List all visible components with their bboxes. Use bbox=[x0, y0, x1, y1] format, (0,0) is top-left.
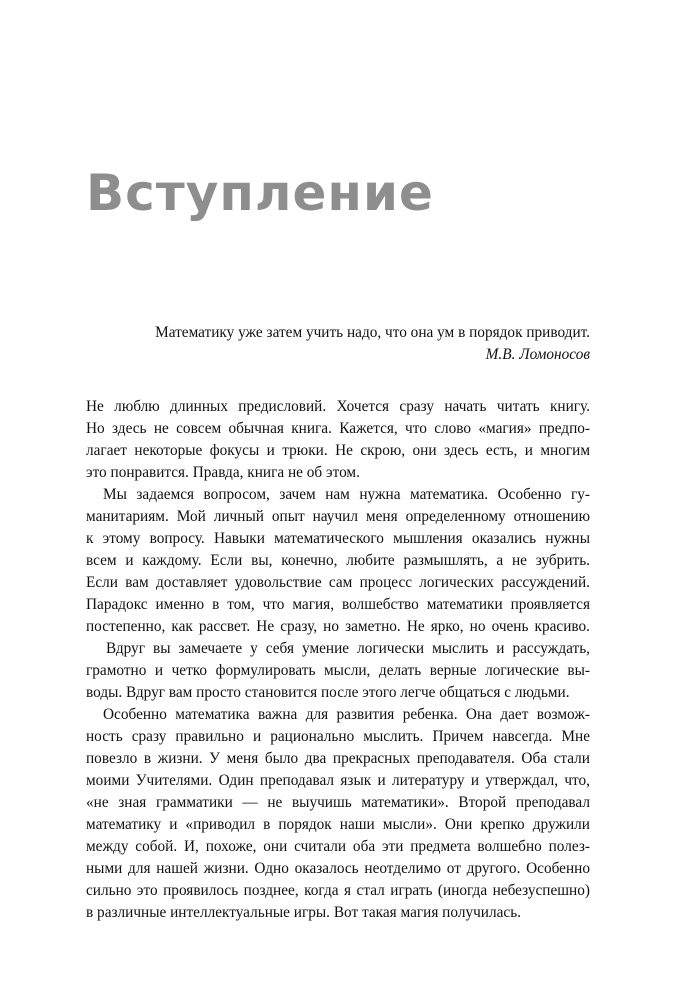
text-line: математику и «приводил в порядок наши мысли». Они крепко дружили bbox=[86, 816, 590, 833]
text-line: в различные интеллектуальные игры. Вот такая магия получилась. bbox=[86, 904, 521, 921]
chapter-title: Вступление bbox=[86, 164, 434, 222]
paragraph-4 bbox=[86, 704, 590, 924]
text-line: Не люблю длинных предисловий. Хочется сразу начать читать книгу. bbox=[86, 398, 590, 415]
text-line: постепенно, как рассвет. Не сразу, но заметно. Не ярко, но очень красиво. bbox=[86, 618, 590, 635]
text-line: к этому вопросу. Навыки математического мышления оказались нужны bbox=[86, 530, 590, 547]
text-line: «не зная грамматики — не выучишь математики». Второй преподавал bbox=[86, 794, 590, 811]
paragraph-2 bbox=[86, 484, 590, 638]
epigraph-quote: Математику уже затем учить надо, что она ум в порядок приводит. bbox=[155, 324, 590, 341]
text-line: лагает некоторые фокусы и трюки. Не скрою, они здесь есть, и многим bbox=[86, 442, 590, 459]
text-line: между собой. И, похоже, они считали оба эти предмета волшебно полез- bbox=[86, 838, 590, 855]
text-line: Мы задаемся вопросом, зачем нам нужна математика. Особенно гу- bbox=[103, 486, 590, 503]
text-line: Парадокс именно в том, что магия, волшебство математики проявляется bbox=[86, 596, 590, 613]
text-line: моими Учителями. Один преподавал язык и литературу и утверждал, что, bbox=[86, 772, 590, 789]
text-line: воды. Вдруг вам просто становится после этого легче общаться с людьми. bbox=[86, 684, 570, 701]
text-line: ность сразу правильно и рационально мыслить. Причем навсегда. Мне bbox=[86, 728, 590, 745]
text-line: это понравится. Правда, книга не об этом. bbox=[86, 464, 360, 481]
text-line: манитариям. Мой личный опыт научил меня определенному отношению bbox=[86, 508, 590, 525]
text-line: всем и каждому. Если вы, конечно, любите размышлять, а не зубрить. bbox=[86, 552, 590, 569]
text-line: грамотно и четко формулировать мысли, делать верные логические вы- bbox=[86, 662, 590, 679]
epigraph bbox=[86, 322, 590, 366]
paragraph-1 bbox=[86, 396, 590, 484]
text-line: ными для нашей жизни. Одно оказалось неотделимо от другого. Особенно bbox=[86, 860, 590, 877]
text-line: Но здесь не совсем обычная книга. Кажется, что слово «магия» предпо- bbox=[86, 420, 590, 437]
text-line: сильно это проявилось позднее, когда я стал играть (иногда небезуспешно) bbox=[86, 882, 590, 899]
text-line: Если вам доставляет удовольствие сам процесс логических рассуждений. bbox=[86, 574, 590, 591]
text-line: Вдруг вы замечаете у себя умение логически мыслить и рассуждать, bbox=[106, 640, 590, 657]
text-line: Особенно математика важна для развития ребенка. Она дает возмож- bbox=[103, 706, 590, 723]
paragraph-3 bbox=[86, 638, 590, 704]
text-line: повезло в жизни. У меня было два прекрасных преподавателя. Оба стали bbox=[86, 750, 590, 767]
epigraph-author: М.В. Ломоносов bbox=[485, 346, 590, 363]
body-text bbox=[86, 396, 590, 924]
